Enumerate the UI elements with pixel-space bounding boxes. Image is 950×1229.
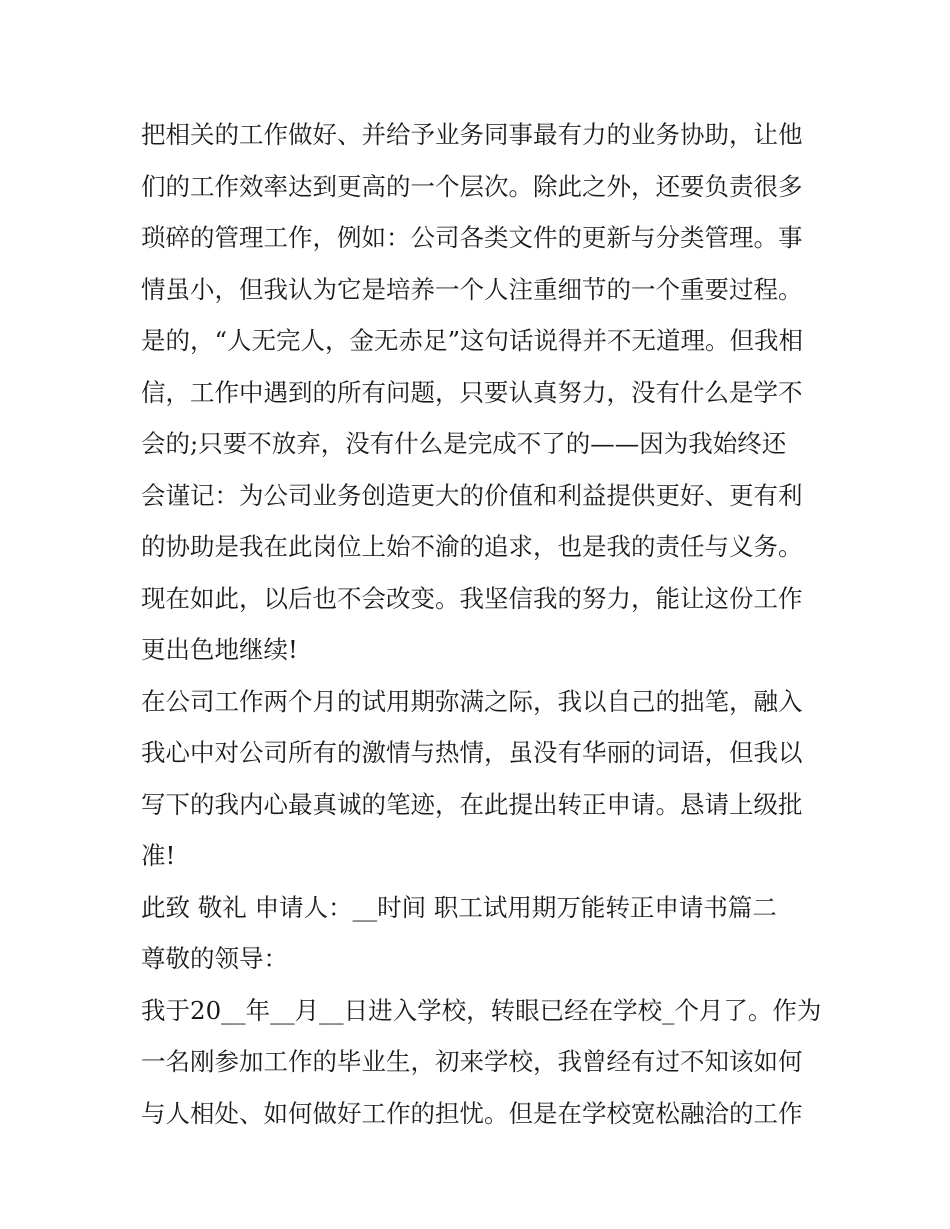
text-line: 把相关的工作做好、并给予业务同事最有力的业务协助，让他 [141, 120, 803, 149]
text-line: 我心中对公司所有的激情与热情，虽没有华丽的词语，但我以 [141, 738, 803, 767]
text-line: 会的;只要不放弃，没有什么是完成不了的——因为我始终还 [141, 429, 787, 458]
text-line: 写下的我内心最真诚的笔迹，在此提出转正申请。恳请上级批 [141, 789, 803, 819]
text-line: 现在如此，以后也不会改变。我坚信我的努力，能让这份工作 [141, 583, 803, 613]
text-line: 们的工作效率达到更高的一个层次。除此之外，还要负责很多 [141, 171, 803, 201]
text-line: 与人相处、如何做好工作的担忧。但是在学校宽松融洽的工作 [141, 1098, 803, 1128]
text-line: 是的，“人无完人，金无赤足”这句话说得并不无道理。但我相 [141, 326, 804, 355]
text-line: 一名刚参加工作的毕业生，初来学校，我曾经有过不知该如何 [141, 1047, 803, 1076]
text-line: 信，工作中遇到的所有问题，只要认真努力，没有什么是学不 [141, 377, 803, 407]
text-line: 更出色地继续! [141, 635, 298, 664]
text-line: 我于20__年__月__日进入学校，转眼已经在学校_个月了。作为 [141, 995, 822, 1025]
text-line: 情虽小，但我认为它是培养一个人注重细节的一个重要过程。 [141, 274, 803, 304]
text-line: 的协助是我在此岗位上始不渝的追求，也是我的责任与义务。 [141, 532, 803, 561]
text-line: 会谨记：为公司业务创造更大的价值和利益提供更好、更有利 [141, 480, 803, 510]
text-line: 准! [141, 841, 176, 870]
text-line: 在公司工作两个月的试用期弥满之际，我以自己的拙笔，融入 [141, 686, 803, 716]
text-line: 尊敬的领导： [141, 944, 288, 973]
document-body [141, 109, 831, 1139]
text-line: 此致 敬礼 申请人：__时间 职工试用期万能转正申请书篇二 [141, 892, 777, 922]
text-line: 琐碎的管理工作，例如：公司各类文件的更新与分类管理。事 [141, 223, 803, 252]
